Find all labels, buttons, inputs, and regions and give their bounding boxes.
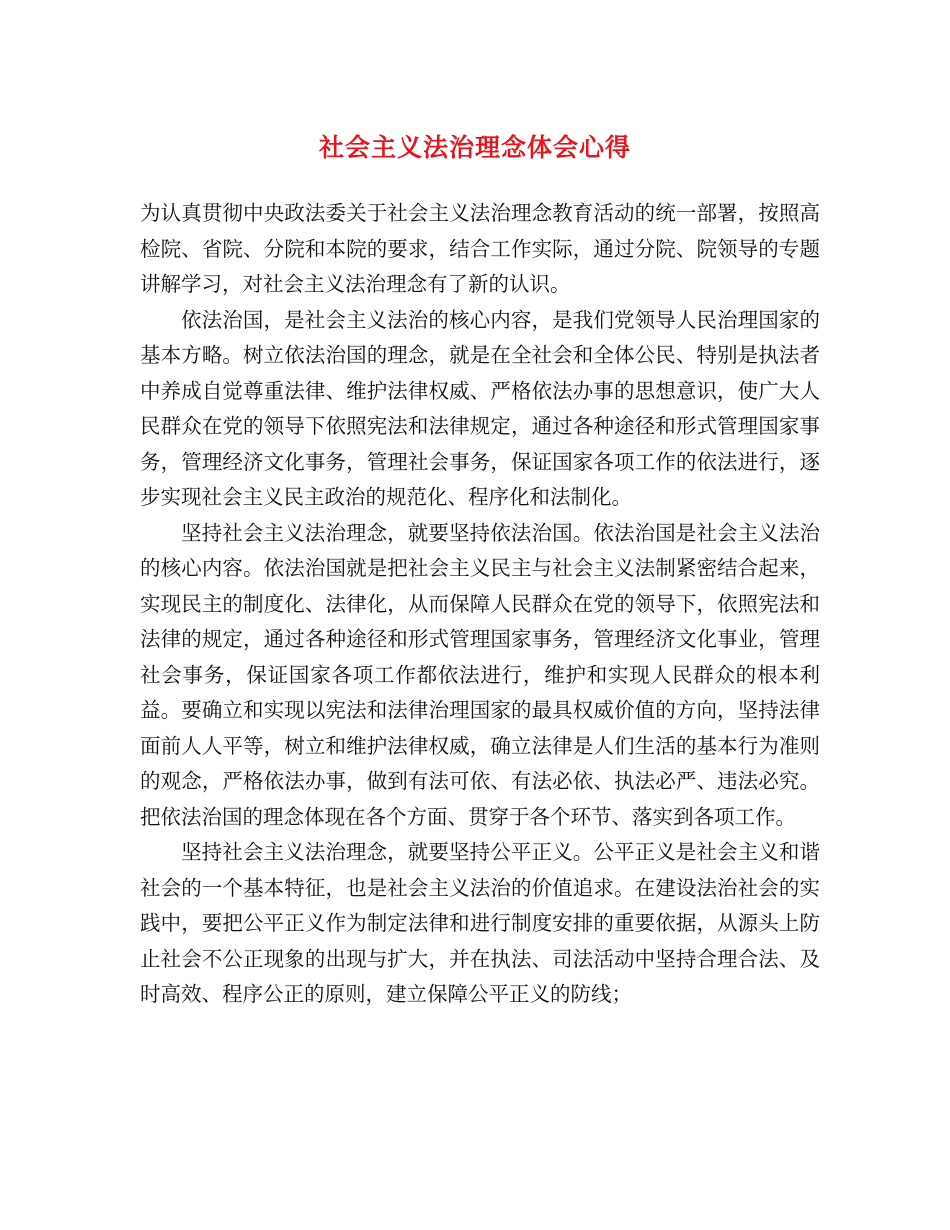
paragraph-fairness-justice: 坚持社会主义法治理念，就要坚持公平正义。公平正义是社会主义和谐社会的一个基本特征，也是社会主义法治的价值追求。在建设法治社会的实践中，要把公平正义作为制定法律和进行制度安排的重要依据，从源头上防止社会不公正现象的出现与扩大，并在执法、司法活动中坚持合理合法、及时高效、程序公正的原则，建立保障公平正义的防线； xyxy=(140,840,820,1006)
paragraph-rule-of-law: 依法治国，是社会主义法治的核心内容，是我们党领导人民治理国家的基本方略。树立依法治国的理念，就是在全社会和全体公民、特别是执法者中养成自觉尊重法律、维护法律权威、严格依法办事的思想意识，使广大人民群众在党的领导下依照宪法和法律规定，通过各种途径和形式管理国家事务，管理经济文化事务，管理社会事务，保证国家各项工作的依法进行，逐步实现社会主义民主政治的规范化、程序化和法制化。 xyxy=(140,307,820,509)
paragraph-adhere-rule-of-law: 坚持社会主义法治理念，就要坚持依法治国。依法治国是社会主义法治的核心内容。依法治国就是把社会主义民主与社会主义法制紧密结合起来，实现民主的制度化、法律化，从而保障人民群众在党的领导下，依照宪法和法律的规定，通过各种途径和形式管理国家事务，管理经济文化事业，管理社会事务，保证国家各项工作都依法进行，维护和实现人民群众的根本利益。要确立和实现以宪法和法律治理国家的最具权威价值的方向，坚持法律面前人人平等，树立和维护法律权威，确立法律是人们生活的基本行为准则的观念，严格依法办事，做到有法可依、有法必依、执法必严、违法必究。把依法治国的理念体现在各个方面、贯穿于各个环节、落实到各项工作。 xyxy=(140,520,820,829)
document-title: 社会主义法治理念体会心得 xyxy=(318,133,631,162)
paragraph-intro: 为认真贯彻中央政法委关于社会主义法治理念教育活动的统一部署，按照高检院、省院、分院和本院的要求，结合工作实际，通过分院、院领导的专题讲解学习，对社会主义法治理念有了新的认识。 xyxy=(140,201,820,296)
document-body xyxy=(140,196,820,1013)
